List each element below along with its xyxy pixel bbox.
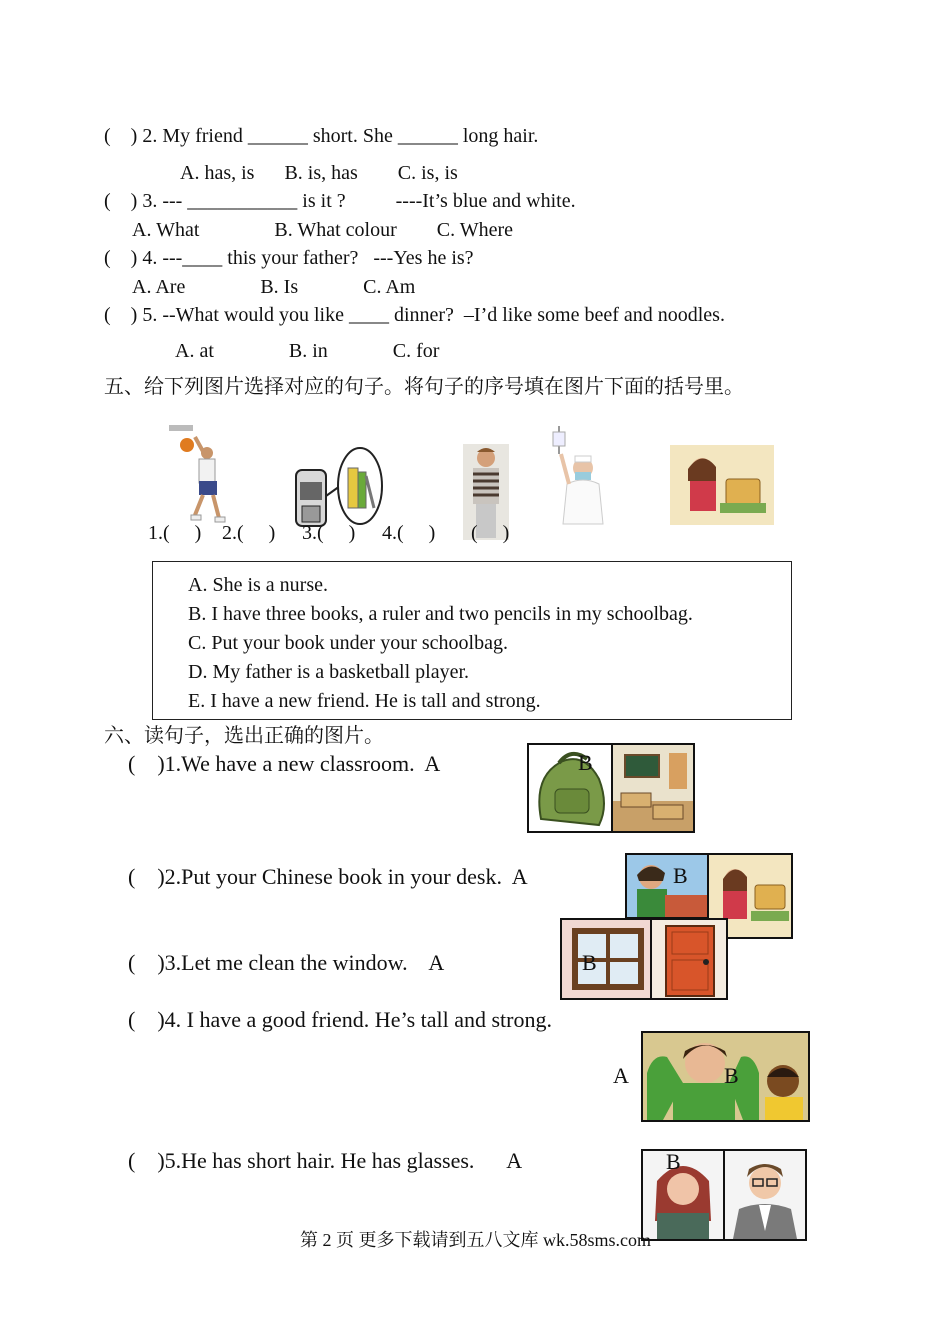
s6-question-5: ( )5.He has short hair. He has glasses. A	[128, 1148, 523, 1173]
blank-1[interactable]: 1.( )	[148, 522, 202, 544]
girl-option-a[interactable]	[641, 1149, 727, 1241]
nurse-image	[549, 424, 611, 526]
q5-label-b: B	[666, 1149, 681, 1174]
question-4: ( ) 4. ---____ this your father? ---Yes he is?	[104, 247, 474, 269]
question-2-options: A. has, is B. is, has C. is, is	[180, 162, 458, 184]
option-b: B. I have three books, a ruler and two pencils in my schoolbag.	[188, 603, 693, 625]
option-e: E. I have a new friend. He is tall and strong.	[188, 690, 541, 712]
option-d: D. My father is a basketball player.	[188, 661, 470, 683]
option-c: C. Put your book under your schoolbag.	[188, 632, 508, 654]
question-5: ( ) 5. --What would you like ____ dinner? –I’d like some beef and noodles.	[104, 304, 725, 326]
classroom-option-b[interactable]	[611, 743, 695, 833]
girl-schoolbag-image	[670, 445, 774, 525]
q2-label-b: B	[673, 863, 688, 888]
door-option-b[interactable]	[650, 918, 728, 1000]
blank-2[interactable]: 2.( )	[222, 522, 276, 544]
question-5-options: A. at B. in C. for	[175, 340, 440, 362]
question-3: ( ) 3. --- ___________ is it ? ----It’s blue and white.	[104, 190, 576, 212]
blank-5[interactable]: ( )	[471, 522, 510, 544]
question-4-options: A. Are B. Is C. Am	[132, 276, 416, 298]
schoolbag-books-image	[292, 446, 386, 532]
q4-label-b: B	[724, 1063, 739, 1088]
basketball-player-image	[165, 423, 227, 525]
q1-label-b: B	[578, 750, 593, 775]
option-a: A. She is a nurse.	[188, 574, 328, 596]
s6-question-2: ( )2.Put your Chinese book in your desk. A	[128, 864, 528, 889]
blank-4[interactable]: 4.( )	[382, 522, 436, 544]
boy-desk-option-a[interactable]	[625, 853, 711, 919]
question-3-options: A. What B. What colour C. Where	[132, 219, 514, 241]
q3-label-b: B	[582, 950, 597, 975]
blank-3[interactable]: 3.( )	[302, 522, 356, 544]
schoolbag-option-a[interactable]	[527, 743, 613, 833]
section-6-title: 六、读句子，选出正确的图片。	[104, 723, 384, 747]
s6-question-3: ( )3.Let me clean the window. A	[128, 950, 445, 975]
s6-question-1: ( )1.We have a new classroom. A	[128, 751, 441, 776]
q4-label-a: A	[613, 1063, 629, 1088]
s6-question-4: ( )4. I have a good friend. He’s tall and strong.	[128, 1007, 552, 1032]
section-5-title: 五、给下列图片选择对应的句子。将句子的序号填在图片下面的括号里。	[104, 374, 744, 398]
page-footer: 第 2 页 更多下载请到五八文库 wk.58sms.com	[300, 1230, 651, 1250]
question-2: ( ) 2. My friend ______ short. She ______ long hair.	[104, 125, 539, 147]
window-option-a[interactable]	[560, 918, 654, 1000]
man-glasses-option-b[interactable]	[723, 1149, 807, 1241]
